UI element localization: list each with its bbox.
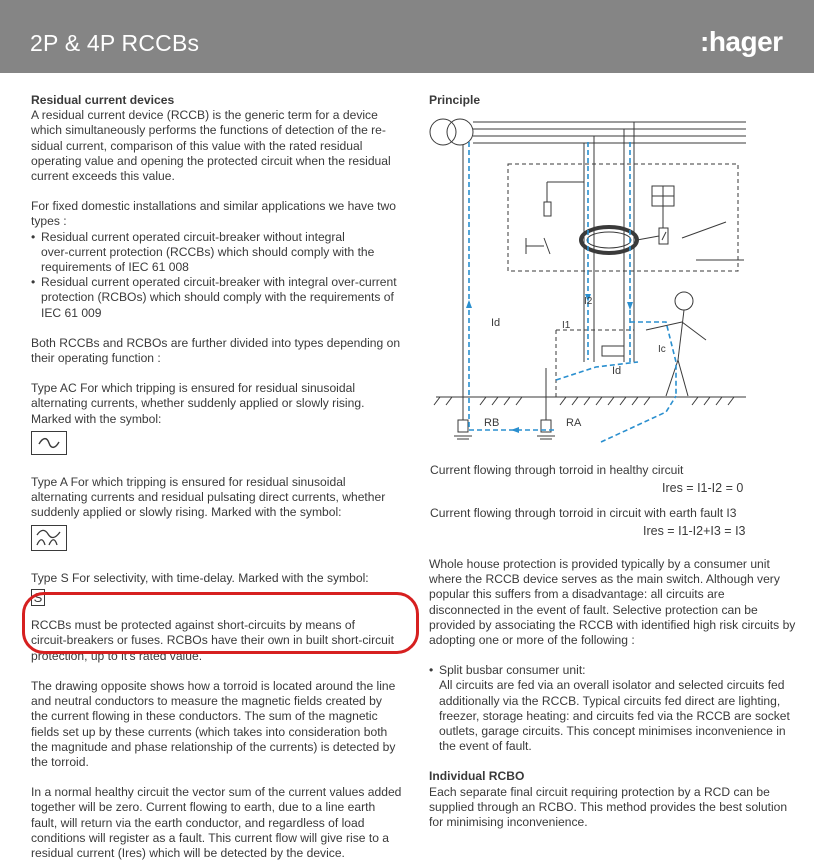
fixed-paragraph: For fixed domestic installations and similar applications we have two types : (31, 199, 396, 229)
hager-logo: :hager (700, 26, 783, 57)
label-id-bottom: Id (612, 365, 622, 377)
drawing-paragraph: The drawing opposite shows how a torroid is located around the line and neutral conductors to measure the magnetic fields created by the current flowing in these conductors. The sum of the magnetic fields set up by these currents (which takes into consideration both the magnitude and phase relationship of the currents) is detected by the torroid. (31, 678, 396, 769)
principle-heading: Principle (429, 93, 481, 107)
red-highlight-oval (22, 592, 419, 654)
ac-symbol-icon (31, 431, 67, 455)
a-symbol-icon (31, 525, 67, 551)
intro-paragraph: A residual current device (RCCB) is the generic term for a device which simultaneously performs the functions of detection of the re- sidual current, comparison of this value with the rated residual operating value and opening the protected circuit when the residual current exceeds this value. (31, 108, 391, 184)
page-header (0, 0, 814, 73)
type-ac-paragraph: Type AC For which tripping is ensured for residual sinusoidal alternating currents, whether suddenly applied or slowly rising. Marked with the symbol: (31, 381, 365, 426)
right-column-heading (429, 93, 809, 108)
label-rb: RB (484, 417, 500, 429)
bullet-split-busbar: • Split busbar consumer unit: (429, 663, 814, 678)
label-ic: Ic (658, 344, 666, 355)
bullet-rccb: • Residual current operated circuit-breaker without integral over-current protection (RCCBs) which should comply with the requirements of IEC 61 008 (31, 230, 416, 276)
protected-paragraph: RCCBs must be protected against short-circuits by means of circuit-breakers or fuses. RCBOs have their own in built short-circuit protection, up to it's rated value. (31, 618, 394, 663)
healthy-caption: Current flowing through torroid in healthy circuit (430, 463, 684, 477)
both-paragraph: Both RCCBs and RCBOs are further divided into types depending on their operating function : (31, 335, 401, 366)
right-column-text (429, 557, 814, 830)
individual-rcbo-heading: Individual RCBO (429, 769, 525, 784)
fault-caption: Current flowing through torroid in circuit with earth fault I3 (430, 506, 737, 520)
label-ra: RA (566, 417, 582, 429)
healthy-formula: Ires = I1-I2 = 0 (662, 481, 744, 495)
left-column (31, 93, 416, 861)
normal-paragraph: In a normal healthy circuit the vector sum of the current values added together will be zero. Current flowing to earth, due to a line earth fault, will return via the earth conductor, and regardless of load conditions will register as a fault. This current flow will give rise to a residual current (Ires) which will be detected by the device. (31, 785, 402, 860)
split-busbar-body: All circuits are fed via an overall isolator and selected circuits fed additionally via the RCCB. Typical circuits fed direct are lighting, freezer, storage heating: and circuits fed via the RCCB are socket outlets, garage circuits. This concept minimises inconvenience in the event of fault. (439, 678, 790, 754)
label-i2: I2 (584, 296, 593, 307)
whole-house-paragraph: Whole house protection is provided typically by a consumer unit where the RCCB device serves as the main switch. Although very popular this suffers from a disadvantage: all circuits are disconnected in the event of fault. Selective protection can be provided by associating the RCCB with identified high risk circuits by adopting one or more of the following : (429, 557, 796, 648)
fault-formula: Ires = I1-I2+I3 = I3 (643, 524, 746, 538)
page-title: 2P & 4P RCCBs (30, 30, 200, 56)
type-s-paragraph: Type S For selectivity, with time-delay. Marked with the symbol: (31, 570, 369, 585)
label-id-left: Id (491, 317, 501, 329)
type-a-paragraph: Type A For which tripping is ensured for residual sinusoidal alternating currents and residual pulsating direct currents, whether suddenly applied or slowly rising. Marked with the symbol: (31, 475, 386, 520)
rccb-principle-diagram (426, 112, 756, 447)
s-symbol-icon: S (31, 589, 45, 606)
section-heading-residual: Residual current devices (31, 93, 175, 107)
individual-rcbo-paragraph: Each separate final circuit requiring protection by a RCD can be supplied through an RCBO. This method provides the best solution for minimising inconvenience. (429, 784, 788, 830)
bullet-rcbo: • Residual current operated circuit-breaker with integral over-current protection (RCBOs) which should comply with the requirements of IEC 61 009 (31, 275, 416, 321)
label-i1: I1 (562, 320, 571, 331)
